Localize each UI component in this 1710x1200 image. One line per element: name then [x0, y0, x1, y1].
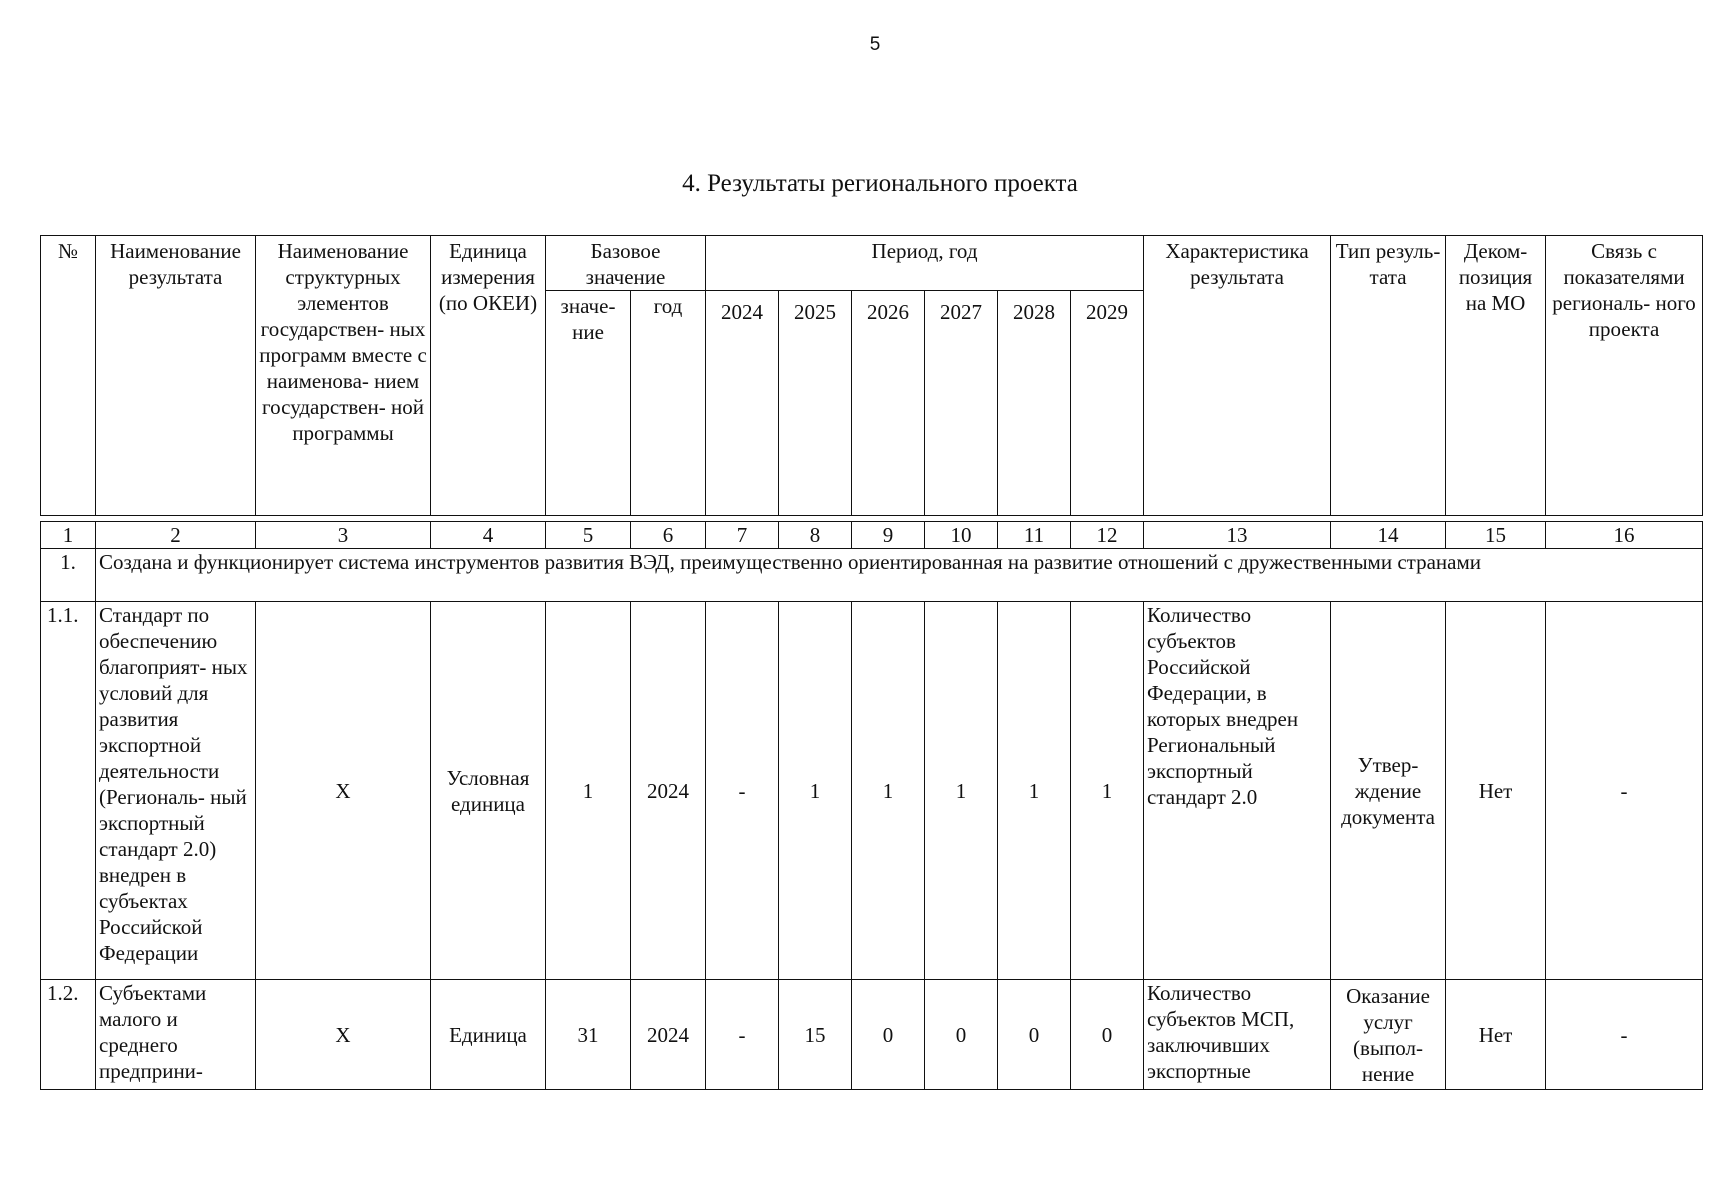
year-value: 0 — [852, 980, 925, 1090]
decomposition: Нет — [1446, 980, 1546, 1090]
header-link: Связь с показателями региональ- ного проекта — [1546, 236, 1703, 516]
header-name: Наименование результата — [96, 236, 256, 516]
year-value: - — [706, 980, 779, 1090]
section-text: Создана и функционирует система инструментов развития ВЭД, преимущественно ориентированная на развитие отношений с дружественными странами — [96, 549, 1703, 602]
year-value: 1 — [925, 602, 998, 980]
base-year: 2024 — [631, 980, 706, 1090]
result-type: Оказание услуг (выпол- нение — [1331, 980, 1446, 1090]
header-no: № — [41, 236, 96, 516]
header-struct: Наименование структурных элементов государствен- ных программ вместе с наименова- нием государствен- ной программы — [256, 236, 431, 516]
results-table-wrapper — [40, 235, 1702, 1090]
year-value: 0 — [1071, 980, 1144, 1090]
base-year: 2024 — [631, 602, 706, 980]
header-unit: Единица измерения (по ОКЕИ) — [431, 236, 546, 516]
column-number: 3 — [256, 522, 431, 549]
column-number: 7 — [706, 522, 779, 549]
row-number: 1.1. — [41, 602, 96, 980]
year-value: 1 — [998, 602, 1071, 980]
column-number: 14 — [1331, 522, 1446, 549]
year-value: 1 — [852, 602, 925, 980]
year-value: 0 — [998, 980, 1071, 1090]
column-number: 4 — [431, 522, 546, 549]
unit: Условная единица — [431, 602, 546, 980]
column-number: 8 — [779, 522, 852, 549]
year-value: 1 — [779, 602, 852, 980]
column-number: 10 — [925, 522, 998, 549]
column-number: 12 — [1071, 522, 1144, 549]
project-link: - — [1546, 980, 1703, 1090]
column-number: 15 — [1446, 522, 1546, 549]
header-characteristic: Характеристика результата — [1144, 236, 1331, 516]
year-value: 15 — [779, 980, 852, 1090]
result-characteristic: Количество субъектов Российской Федерации, в которых внедрен Региональный экспортный стандарт 2.0 — [1144, 602, 1331, 980]
struct-element: Х — [256, 602, 431, 980]
column-number: 5 — [546, 522, 631, 549]
header-year: 2029 — [1071, 291, 1144, 516]
base-value: 31 — [546, 980, 631, 1090]
column-number: 6 — [631, 522, 706, 549]
year-value: - — [706, 602, 779, 980]
column-number: 1 — [41, 522, 96, 549]
project-link: - — [1546, 602, 1703, 980]
section-row — [41, 549, 1703, 602]
header-period: Период, год — [706, 236, 1144, 291]
year-value: 0 — [925, 980, 998, 1090]
header-year: 2028 — [998, 291, 1071, 516]
table-row — [41, 602, 1703, 980]
column-number: 2 — [96, 522, 256, 549]
result-name: Субъектами малого и среднего предприни- — [96, 980, 256, 1090]
year-value: 1 — [1071, 602, 1144, 980]
header-base-value: значе- ние — [546, 291, 631, 516]
header-year: 2024 — [706, 291, 779, 516]
table-row — [41, 980, 1703, 1090]
column-number: 13 — [1144, 522, 1331, 549]
page-number: 5 — [869, 34, 881, 55]
result-name: Стандарт по обеспечению благоприят- ных условий для развития экспортной деятельности (Региональ- ный экспортный стандарт 2.0) внедрен в субъектах Российской Федерации — [96, 602, 256, 980]
header-row-1 — [41, 236, 1703, 291]
result-characteristic: Количество субъектов МСП, заключивших экспортные — [1144, 980, 1331, 1090]
header-base: Базовое значение — [546, 236, 706, 291]
header-year: 2026 — [852, 291, 925, 516]
header-base-year: год — [631, 291, 706, 516]
result-type: Утвер- ждение документа — [1331, 602, 1446, 980]
results-table — [40, 235, 1703, 1090]
header-year: 2027 — [925, 291, 998, 516]
decomposition: Нет — [1446, 602, 1546, 980]
column-number: 11 — [998, 522, 1071, 549]
column-number: 16 — [1546, 522, 1703, 549]
unit: Единица — [431, 980, 546, 1090]
section-number: 1. — [41, 549, 96, 602]
header-type: Тип резуль- тата — [1331, 236, 1446, 516]
struct-element: Х — [256, 980, 431, 1090]
header-decomp: Деком- позиция на МО — [1446, 236, 1546, 516]
row-number: 1.2. — [41, 980, 96, 1090]
header-year: 2025 — [779, 291, 852, 516]
base-value: 1 — [546, 602, 631, 980]
column-number: 9 — [852, 522, 925, 549]
column-number-row — [41, 522, 1703, 549]
section-title: 4. Результаты регионального проекта — [682, 170, 1078, 197]
